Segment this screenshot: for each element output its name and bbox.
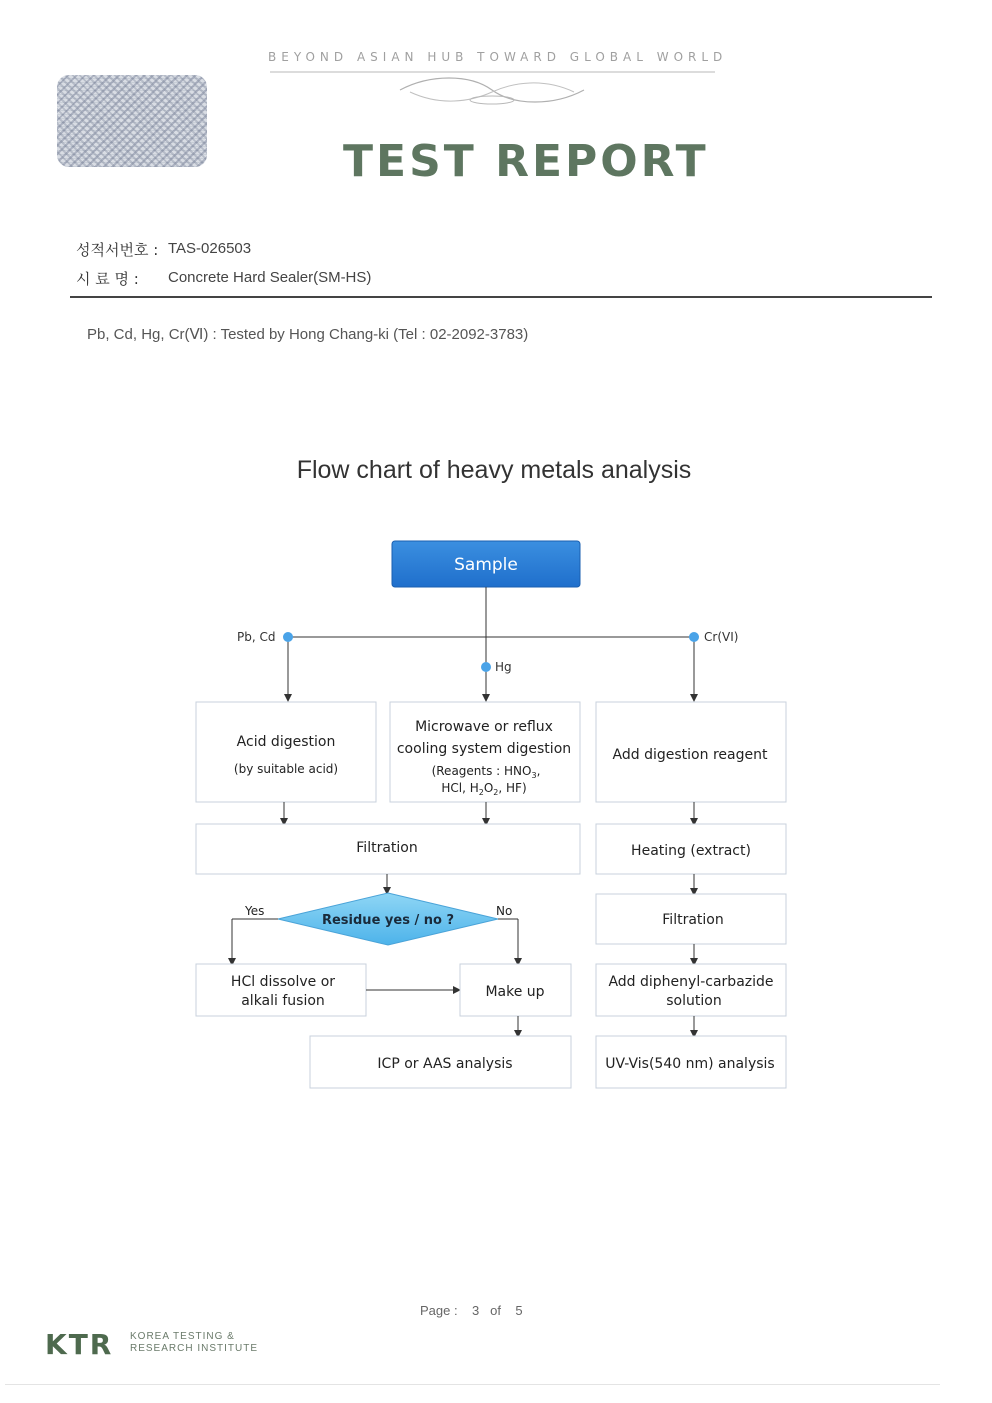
institute-line2: RESEARCH INSTITUTE	[130, 1343, 259, 1354]
branch-label-cr: Cr(VI)	[704, 630, 739, 644]
microwave-line2: cooling system digestion	[396, 741, 572, 757]
residue-label: Residue yes / no ?	[321, 913, 455, 928]
hcl-line1: HCl dissolve or	[230, 974, 336, 990]
footer-divider	[5, 1384, 940, 1385]
sample-name-label: 시 료 명 :	[76, 270, 139, 288]
make-up-label: Make up	[485, 984, 545, 1000]
diphenyl-line2: solution	[666, 993, 722, 1009]
no-label: No	[496, 904, 513, 918]
report-number-value: TAS-026503	[168, 240, 252, 257]
filtration-left-label: Filtration	[356, 840, 418, 856]
institute-name	[130, 1331, 258, 1355]
hcl-line2: alkali fusion	[241, 993, 325, 1009]
acid-digestion-box	[196, 702, 376, 802]
reagents-line2: HCl, $H_2O_2$, HF)	[441, 781, 527, 797]
branch-node-hg	[481, 662, 491, 672]
diphenyl-line1: Add diphenyl-carbazide	[608, 974, 774, 990]
branch-node-pb-cd	[283, 632, 293, 642]
institute-line1: KOREA TESTING &	[130, 1331, 235, 1342]
uvvis-label: UV-Vis(540 nm) analysis	[605, 1056, 775, 1072]
page-of: of	[490, 1303, 501, 1318]
page-current: 3	[472, 1303, 480, 1318]
icp-label: ICP or AAS analysis	[377, 1056, 513, 1072]
microwave-line1: Microwave or reflux	[415, 719, 553, 735]
branch-node-cr	[689, 632, 699, 642]
reagents-line1: (Reagents : $HNO_3$,	[431, 764, 541, 780]
ktr-logo: KTR	[45, 1328, 114, 1361]
sample-name-value: Concrete Hard Sealer(SM-HS)	[168, 269, 372, 286]
acid-digestion-label: Acid digestion	[236, 734, 336, 750]
document-title: TEST REPORT	[343, 136, 709, 187]
heating-label: Heating (extract)	[631, 843, 751, 859]
flowchart-title: Flow chart of heavy metals analysis	[296, 456, 692, 484]
acid-digestion-sub: (by suitable acid)	[233, 762, 339, 776]
report-number-label: 성적서번호 :	[76, 241, 159, 259]
sample-label: Sample	[454, 555, 518, 575]
yes-label: Yes	[245, 904, 265, 918]
branch-label-pb-cd: Pb, Cd	[237, 630, 276, 644]
branch-label-hg: Hg	[495, 660, 512, 674]
add-digestion-label: Add digestion reagent	[612, 747, 768, 763]
page-label: Page :	[420, 1303, 458, 1318]
page-indicator	[420, 1303, 523, 1318]
header-tagline: BEYOND ASIAN HUB TOWARD GLOBAL WORLD	[268, 50, 728, 64]
tester-line: Pb, Cd, Hg, Cr(Ⅵ) : Tested by Hong Chang-ki (Tel : 02-2092-3783)	[87, 326, 529, 343]
filtration-right-label: Filtration	[662, 912, 724, 928]
page-total: 5	[515, 1303, 523, 1318]
